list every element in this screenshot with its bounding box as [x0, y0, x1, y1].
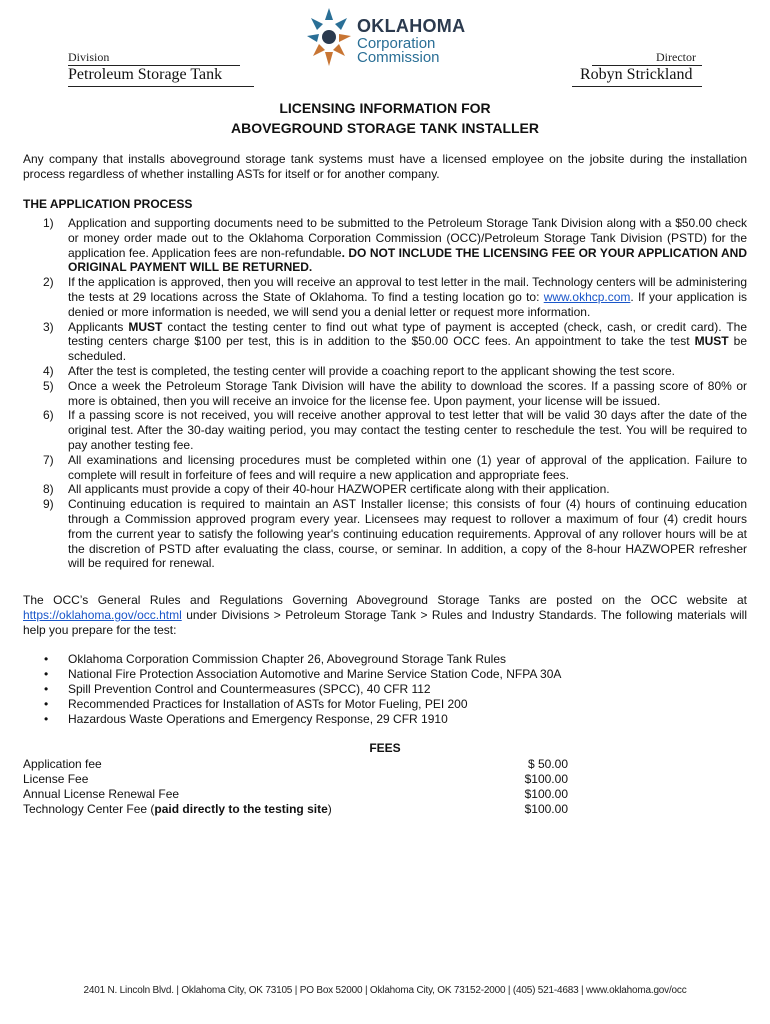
- division-underline: [68, 86, 254, 87]
- material-text: Spill Prevention Control and Countermeasures (SPCC), 40 CFR 112: [68, 682, 431, 696]
- director-underline: [572, 86, 702, 87]
- step-number: 4): [43, 363, 54, 378]
- fee-label: Application fee: [23, 757, 102, 771]
- step-2: [23, 275, 747, 319]
- step-3: [23, 320, 747, 364]
- intro-paragraph: Any company that installs aboveground storage tank systems must have a licensed employee on the jobsite during the installation process regardless of whether installing ASTs for itself or for another company.: [23, 152, 747, 181]
- bullet-icon: •: [44, 697, 49, 711]
- fee-amount: $100.00: [524, 802, 568, 816]
- step-9: [23, 497, 747, 571]
- division-label: Division: [68, 50, 110, 64]
- step-text: If a passing score is not received, you will receive another approval to test letter that will be valid 30 days after the date of the original test. After the 30-day waiting period, you may contact the testing center to reschedule the test. You will be required to pay another testing fee.: [68, 408, 747, 452]
- logo-line-1: OKLAHOMA: [357, 16, 466, 36]
- step-number: 3): [43, 319, 54, 334]
- step-emphasis: MUST: [128, 319, 163, 334]
- fee-label: Technology Center Fee (paid directly to the testing site): [23, 802, 332, 816]
- okhcp-link[interactable]: www.okhcp.com: [543, 289, 631, 304]
- step-4: [23, 364, 747, 379]
- step-text: After the test is completed, the testing center will provide a coaching report to the applicant showing the test score.: [68, 363, 675, 378]
- step-text: All examinations and licensing procedures must be completed within one (1) year of approval of the application. Failure to complete will result in forfeiture of fees and will require a new application and appropriate fees.: [68, 452, 747, 482]
- material-text: Recommended Practices for Installation of ASTs for Motor Fueling, PEI 200: [68, 697, 468, 711]
- director-name: Robyn Strickland: [580, 66, 693, 83]
- step-text: Once a week the Petroleum Storage Tank Division will have the ability to download the scores. If a passing score of 80% or more is obtained, then you will receive an invoice for the license fee. Upon payment, your license will be issued.: [68, 378, 747, 408]
- page-title-line-1: LICENSING INFORMATION FOR: [279, 100, 491, 116]
- application-process-heading: THE APPLICATION PROCESS: [23, 197, 193, 211]
- step-1: [23, 216, 747, 275]
- list-item: [23, 682, 561, 697]
- rules-text: under Divisions > Petroleum Storage Tank > Rules and Industry Standards. The following materials will help you prepare for the test:: [23, 608, 747, 637]
- logo-line-3: Commission: [357, 49, 440, 66]
- step-number: 6): [43, 408, 54, 423]
- footer-contact: 2401 N. Lincoln Blvd. | Oklahoma City, OK 73105 | PO Box 52000 | Oklahoma City, OK 73152-2000 | (405) 521-4683 | www.oklahoma.gov/occ: [83, 985, 687, 996]
- step-7: [23, 453, 747, 483]
- logo-line-2: Corporation: [357, 35, 436, 52]
- step-text: contact the testing center to find out what type of payment is accepted (check, cash, or credit card). The testing centers charge $100 per test, this is in addition to the $50.00 OCC fees. An appointment to take the test: [68, 319, 747, 349]
- rules-paragraph: [23, 593, 747, 638]
- page-title-line-2: ABOVEGROUND STORAGE TANK INSTALLER: [230, 120, 539, 136]
- step-text: Continuing education is required to maintain an AST Installer license; this consists of four (4) hours of continuing education through a Commission approved program every year. Licensees may request to rollover a maximum of four (4) credit hours from the current year to satisfy the following year's continuing education requirements. Approval of any rollover hours will be at the discretion of PSTD after evaluating the class, course, or seminar. In addition, a copy of the 8-hour HAZWOPER refresher will be required for renewal.: [68, 497, 747, 571]
- fee-amount: $100.00: [524, 787, 568, 801]
- bullet-icon: •: [44, 712, 49, 726]
- fee-amount: $100.00: [524, 772, 568, 786]
- bullet-icon: •: [44, 682, 49, 696]
- step-text: Application and supporting documents need to be submitted to the Petroleum Storage Tank Division along with a $50.00 check or money order made out to the Oklahoma Corporation Commission (OCC)/Petroleum Storage Tank Division (PSTD) for the application fee. Application fees are non-refundable: [68, 216, 747, 260]
- star-logo-icon: [303, 6, 355, 70]
- fee-amount: $ 50.00: [527, 757, 568, 771]
- material-text: Oklahoma Corporation Commission Chapter 26, Aboveground Storage Tank Rules: [68, 652, 507, 666]
- occ-logo: [303, 4, 469, 72]
- bullet-icon: •: [44, 652, 49, 666]
- study-materials-list: [23, 652, 561, 727]
- list-item: [23, 652, 561, 667]
- step-number: 7): [43, 452, 54, 467]
- step-emphasis: MUST: [694, 334, 729, 349]
- material-text: Hazardous Waste Operations and Emergency Response, 29 CFR 1910: [68, 712, 448, 726]
- step-number: 5): [43, 378, 54, 393]
- division-name: Petroleum Storage Tank: [68, 66, 223, 83]
- step-8: [23, 482, 747, 497]
- step-6: [23, 408, 747, 452]
- list-item: [23, 667, 561, 682]
- fee-label: License Fee: [23, 772, 89, 786]
- step-number: 1): [43, 216, 54, 230]
- application-steps-list: [23, 216, 747, 571]
- list-item: [23, 712, 561, 727]
- fee-label: Annual License Renewal Fee: [23, 787, 180, 801]
- step-number: 8): [43, 482, 54, 497]
- step-warning: . DO NOT INCLUDE THE LICENSING FEE OR YOUR APPLICATION AND ORIGINAL PAYMENT WILL BE RETURNED.: [68, 245, 748, 275]
- material-text: National Fire Protection Association Automotive and Marine Service Station Code, NFPA 30A: [68, 667, 562, 681]
- step-number: 2): [43, 275, 54, 290]
- director-label: Director: [656, 50, 696, 64]
- step-number: 9): [43, 497, 54, 512]
- fees-heading: FEES: [369, 741, 401, 755]
- occ-website-link[interactable]: https://oklahoma.gov/occ.html: [23, 608, 182, 622]
- list-item: [23, 697, 561, 712]
- step-text: be scheduled.: [68, 334, 747, 364]
- step-text: All applicants must provide a copy of their 40-hour HAZWOPER certificate along with their application.: [68, 482, 610, 497]
- step-text: If the application is approved, then you will receive an approval to test letter in the mail. Technology centers will be administering the tests at 29 locations across the State of Oklahoma. To find a testing location go to:: [68, 275, 747, 304]
- step-text: Applicants: [68, 319, 129, 334]
- rules-text: The OCC’s General Rules and Regulations Governing Aboveground Storage Tanks are posted on the OCC website at: [23, 593, 747, 607]
- step-text: . If your application is denied or more information is needed, we will send you a denial letter or request more information.: [68, 289, 747, 319]
- step-5: [23, 379, 747, 409]
- bullet-icon: •: [44, 667, 49, 681]
